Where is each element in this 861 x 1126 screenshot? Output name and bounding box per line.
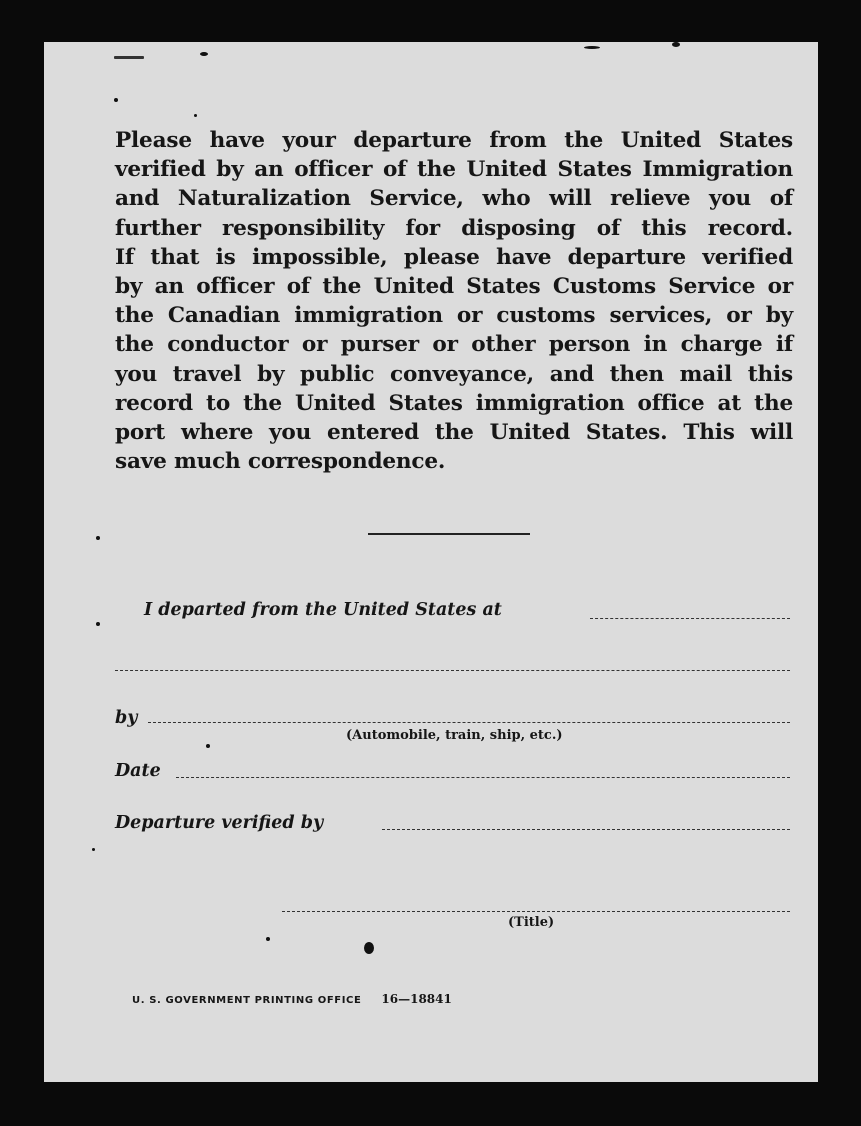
- departed-location-line-2[interactable]: [115, 670, 790, 671]
- scan-speck: [206, 744, 210, 748]
- form-number: 16—18841: [381, 992, 452, 1006]
- document-page: [44, 42, 818, 1082]
- paragraph-line: If that is impossible, please have departure verified: [115, 244, 793, 270]
- paragraph-line: by an officer of the United States Customs Service or: [115, 274, 793, 300]
- scan-speck: [114, 98, 118, 102]
- conveyance-caption: (Automobile, train, ship, etc.): [346, 728, 563, 743]
- paragraph-line: you travel by public conveyance, and then mail this: [115, 361, 793, 387]
- paragraph-line: record to the United States immigration office at the: [115, 390, 793, 416]
- paragraph-line: verified by an officer of the United States Immigration: [115, 157, 793, 183]
- paragraph-line: and Naturalization Service, who will relieve you of: [115, 186, 793, 212]
- printer-imprint: U. S. GOVERNMENT PRINTING OFFICE: [132, 995, 362, 1006]
- by-label: by: [115, 708, 138, 728]
- scan-speck: [92, 848, 95, 851]
- paragraph-line: save much correspondence.: [115, 449, 446, 475]
- scan-speck: [584, 46, 600, 49]
- paragraph-line: Please have your departure from the United States: [115, 128, 793, 153]
- paragraph-line: port where you entered the United States. This will: [115, 420, 793, 446]
- scan-speck: [364, 942, 374, 954]
- date-line[interactable]: [176, 777, 790, 778]
- title-line[interactable]: [282, 911, 790, 912]
- verified-by-line[interactable]: [382, 829, 790, 830]
- title-caption: (Title): [508, 915, 555, 930]
- departed-label: I departed from the United States at: [144, 600, 502, 620]
- paragraph-line: the Canadian immigration or customs services, or by: [115, 303, 793, 329]
- scan-speck: [96, 622, 100, 626]
- verified-by-label: Departure verified by: [115, 813, 324, 833]
- paragraph-line: further responsibility for disposing of this record.: [115, 215, 793, 241]
- scan-speck: [194, 114, 197, 117]
- departed-location-line[interactable]: [590, 618, 790, 619]
- scan-speck: [266, 937, 270, 941]
- scan-speck: [200, 52, 208, 56]
- scan-speck: [114, 56, 144, 59]
- printing-office-footer: [132, 992, 452, 1006]
- conveyance-line[interactable]: [148, 722, 790, 723]
- scan-speck: [672, 42, 680, 47]
- scan-speck: [96, 536, 100, 540]
- instructions-paragraph: [115, 126, 793, 476]
- paragraph-line: the conductor or purser or other person in charge if: [115, 332, 793, 358]
- date-label: Date: [115, 761, 161, 781]
- section-divider: [368, 533, 530, 535]
